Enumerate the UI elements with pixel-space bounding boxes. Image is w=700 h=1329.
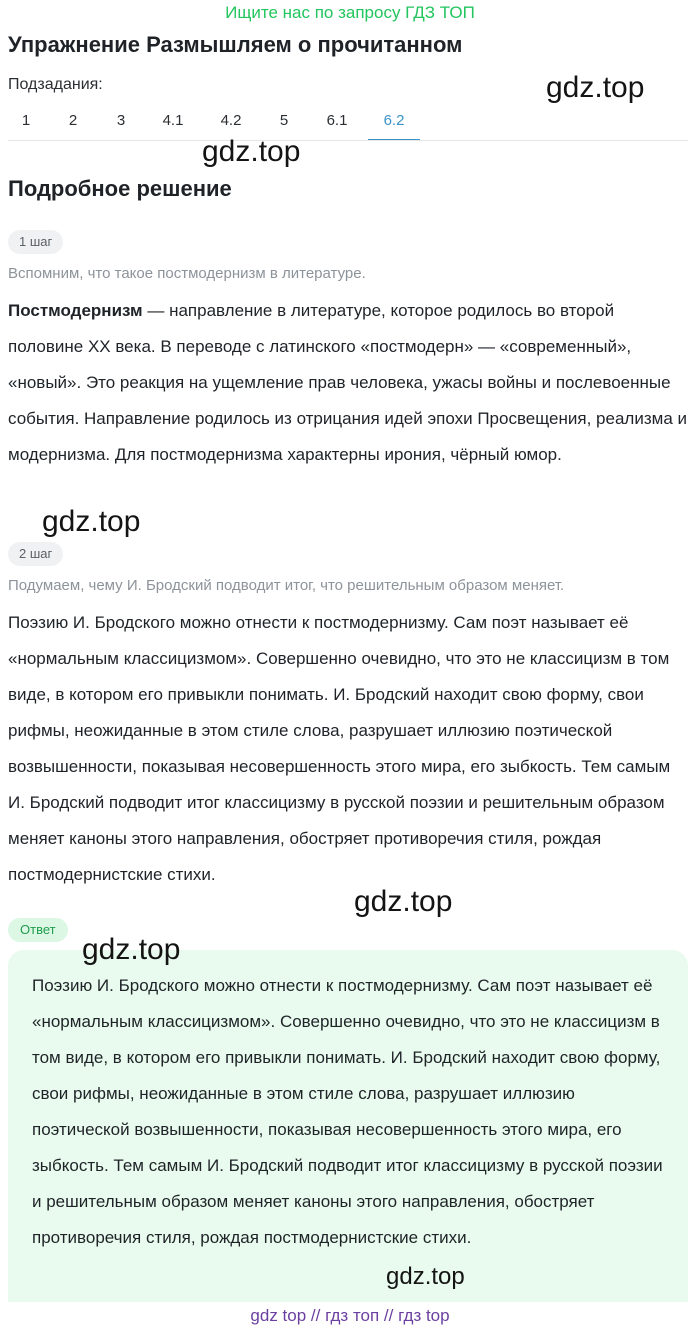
tab-4-1[interactable]: 4.1 — [162, 112, 184, 129]
watermark: gdz.top — [82, 933, 181, 966]
tab-6-1[interactable]: 6.1 — [326, 112, 348, 129]
tab-2[interactable]: 2 — [68, 112, 78, 129]
step-1-hint: Вспомним, что такое постмодернизм в литературе. — [8, 265, 366, 282]
tab-6-2[interactable]: 6.2 — [368, 103, 420, 141]
subtasks-label: Подзадания: — [8, 76, 103, 93]
page-title: Упражнение Размышляем о прочитанном — [8, 32, 463, 57]
tab-4-2[interactable]: 4.2 — [220, 112, 242, 129]
watermark: gdz.top — [386, 1263, 465, 1290]
step-1-badge: 1 шаг — [8, 230, 63, 254]
step-1-definition: — направление в литературе, которое родилось во второй половине XX века. В переводе с латинского «постмодерн» — «современный», «новый». Это реакция на ущемление прав человека, ужасы войны и послевоенные события. Направление родилось из отрицания идей эпохи Просвещения, реализма и модернизма. Для постмодернизма характерны ирония, чёрный юмор. — [8, 301, 687, 464]
watermark: gdz.top — [354, 885, 453, 918]
answer-text: Поэзию И. Бродского можно отнести к постмодернизму. Сам поэт называет её «нормальным классицизмом». Совершенно очевидно, что это не классицизм в том виде, в котором его привыкли понимать. И. Бродский находит свою форму, свои рифмы, неожиданные в этом стиле слова, разрушает иллюзию поэтической возвышенности, показывая несовершенность этого мира, его зыбкость. Тем самым И. Бродский подводит итог классицизму в русской поэзии и решительным образом меняет каноны этого направления, обостряет противоречия стиля, рождая постмодернистские стихи. — [32, 976, 663, 1247]
search-banner: Ищите нас по запросу ГДЗ ТОП — [225, 3, 475, 22]
tab-5[interactable]: 5 — [279, 112, 289, 129]
watermark: gdz.top — [42, 505, 141, 538]
step-1-text — [8, 293, 690, 473]
step-2-hint: Подумаем, чему И. Бродский подводит итог, что решительным образом меняет. — [8, 577, 565, 594]
watermark: gdz.top — [546, 71, 645, 104]
tabs-divider — [8, 140, 688, 141]
solution-heading: Подробное решение — [8, 176, 232, 201]
step-2-badge: 2 шаг — [8, 542, 63, 566]
footer-links[interactable]: gdz top // гдз топ // гдз top — [250, 1306, 450, 1325]
step-2-text: Поэзию И. Бродского можно отнести к постмодернизму. Сам поэт называет её «нормальным классицизмом». Совершенно очевидно, что это не классицизм в том виде, в котором его привыкли понимать. И. Бродский находит свою форму, свои рифмы, неожиданные в этом стиле слова, разрушает иллюзию поэтической возвышенности, показывая несовершенность этого мира, его зыбкость. Тем самым И. Бродский подводит итог классицизму в русской поэзии и решительным образом меняет каноны этого направления, обостряет противоречия стиля, рождая постмодернистские стихи. — [8, 613, 671, 884]
answer-badge: Ответ — [8, 918, 68, 942]
subtask-tabs — [0, 103, 690, 141]
watermark: gdz.top — [202, 135, 301, 168]
answer-box — [8, 950, 688, 1302]
term-postmodernism: Постмодернизм — [8, 301, 143, 320]
tab-3[interactable]: 3 — [116, 112, 126, 129]
tab-1[interactable]: 1 — [21, 112, 31, 129]
